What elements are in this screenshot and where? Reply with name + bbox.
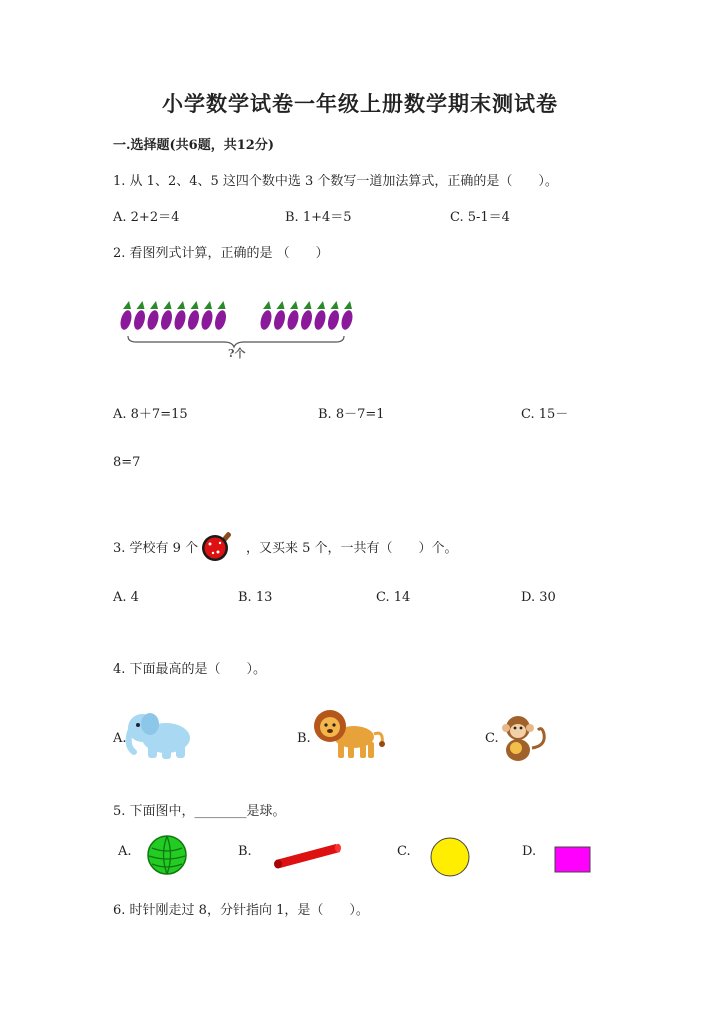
question-4-stem: 4. 下面最高的是（ ）。: [113, 662, 267, 677]
q4-option-a[interactable]: A.: [113, 731, 127, 746]
question-5-stem: 5. 下面图中，________是球。: [113, 804, 286, 819]
monkey-icon: [498, 712, 550, 764]
question-1-stem: 1. 从 1、2、4、5 这四个数中选 3 个数写一道加法算式，正确的是（ ）。: [113, 174, 558, 189]
question-3-stem-a: 3. 学校有 9 个: [113, 541, 199, 556]
eggplant-icon: [286, 301, 301, 331]
eggplant-icon: [213, 301, 228, 331]
eggplant-icon: [159, 301, 174, 331]
question-6-stem: 6. 时针刚走过 8，分针指向 1，是（ ）。: [113, 903, 369, 918]
q4-option-b[interactable]: B.: [297, 731, 311, 746]
page-title: 小学数学试卷一年级上册数学期末测试卷: [162, 91, 558, 116]
question-3-stem-b: ，又买来 5 个，一共有（ ）个。: [246, 541, 458, 556]
q2-option-c[interactable]: C. 15－: [521, 407, 569, 422]
eggplant-icon: [173, 301, 188, 331]
q2-option-c-continued: 8=7: [113, 455, 141, 470]
red-stick-icon: [270, 838, 346, 874]
q5-option-c[interactable]: C.: [397, 844, 411, 859]
q3-option-b[interactable]: B. 13: [238, 590, 273, 605]
yellow-circle-icon: [429, 836, 471, 878]
q1-option-a[interactable]: A. 2+2＝4: [113, 210, 180, 225]
eggplant-icon: [119, 301, 134, 331]
eggplant-icon: [132, 301, 147, 331]
eggplant-icon: [272, 301, 287, 331]
q3-option-c[interactable]: C. 14: [376, 590, 411, 605]
section-heading: 一.选择题(共6题，共12分): [113, 138, 274, 153]
q2-option-a[interactable]: A. 8＋7=15: [113, 407, 188, 422]
eggplant-icon: [340, 301, 355, 331]
green-ball-icon: [146, 834, 188, 876]
ping-pong-paddle-icon: [199, 528, 239, 564]
q5-option-a[interactable]: A.: [118, 844, 132, 859]
eggplant-icon: [326, 301, 341, 331]
eggplant-icon: [146, 301, 161, 331]
brace-label: ?个: [228, 347, 246, 360]
q4-option-c[interactable]: C.: [485, 731, 499, 746]
q5-option-b[interactable]: B.: [238, 844, 252, 859]
question-2-stem: 2. 看图列式计算，正确的是 （ ）: [113, 246, 329, 261]
eggplant-icon: [259, 301, 274, 331]
eggplant-icon: [313, 301, 328, 331]
magenta-square-icon: [554, 846, 592, 874]
q1-option-b[interactable]: B. 1+4＝5: [285, 210, 352, 225]
q3-option-a[interactable]: A. 4: [113, 590, 139, 605]
lion-icon: [310, 704, 388, 764]
q3-option-d[interactable]: D. 30: [521, 590, 556, 605]
q5-option-d[interactable]: D.: [522, 844, 537, 859]
elephant-icon: [122, 706, 198, 762]
q1-option-c[interactable]: C. 5-1＝4: [450, 210, 510, 225]
eggplant-icon: [299, 301, 314, 331]
eggplant-icon: [200, 301, 215, 331]
q2-option-b[interactable]: B. 8－7=1: [318, 407, 385, 422]
eggplant-icon: [186, 301, 201, 331]
